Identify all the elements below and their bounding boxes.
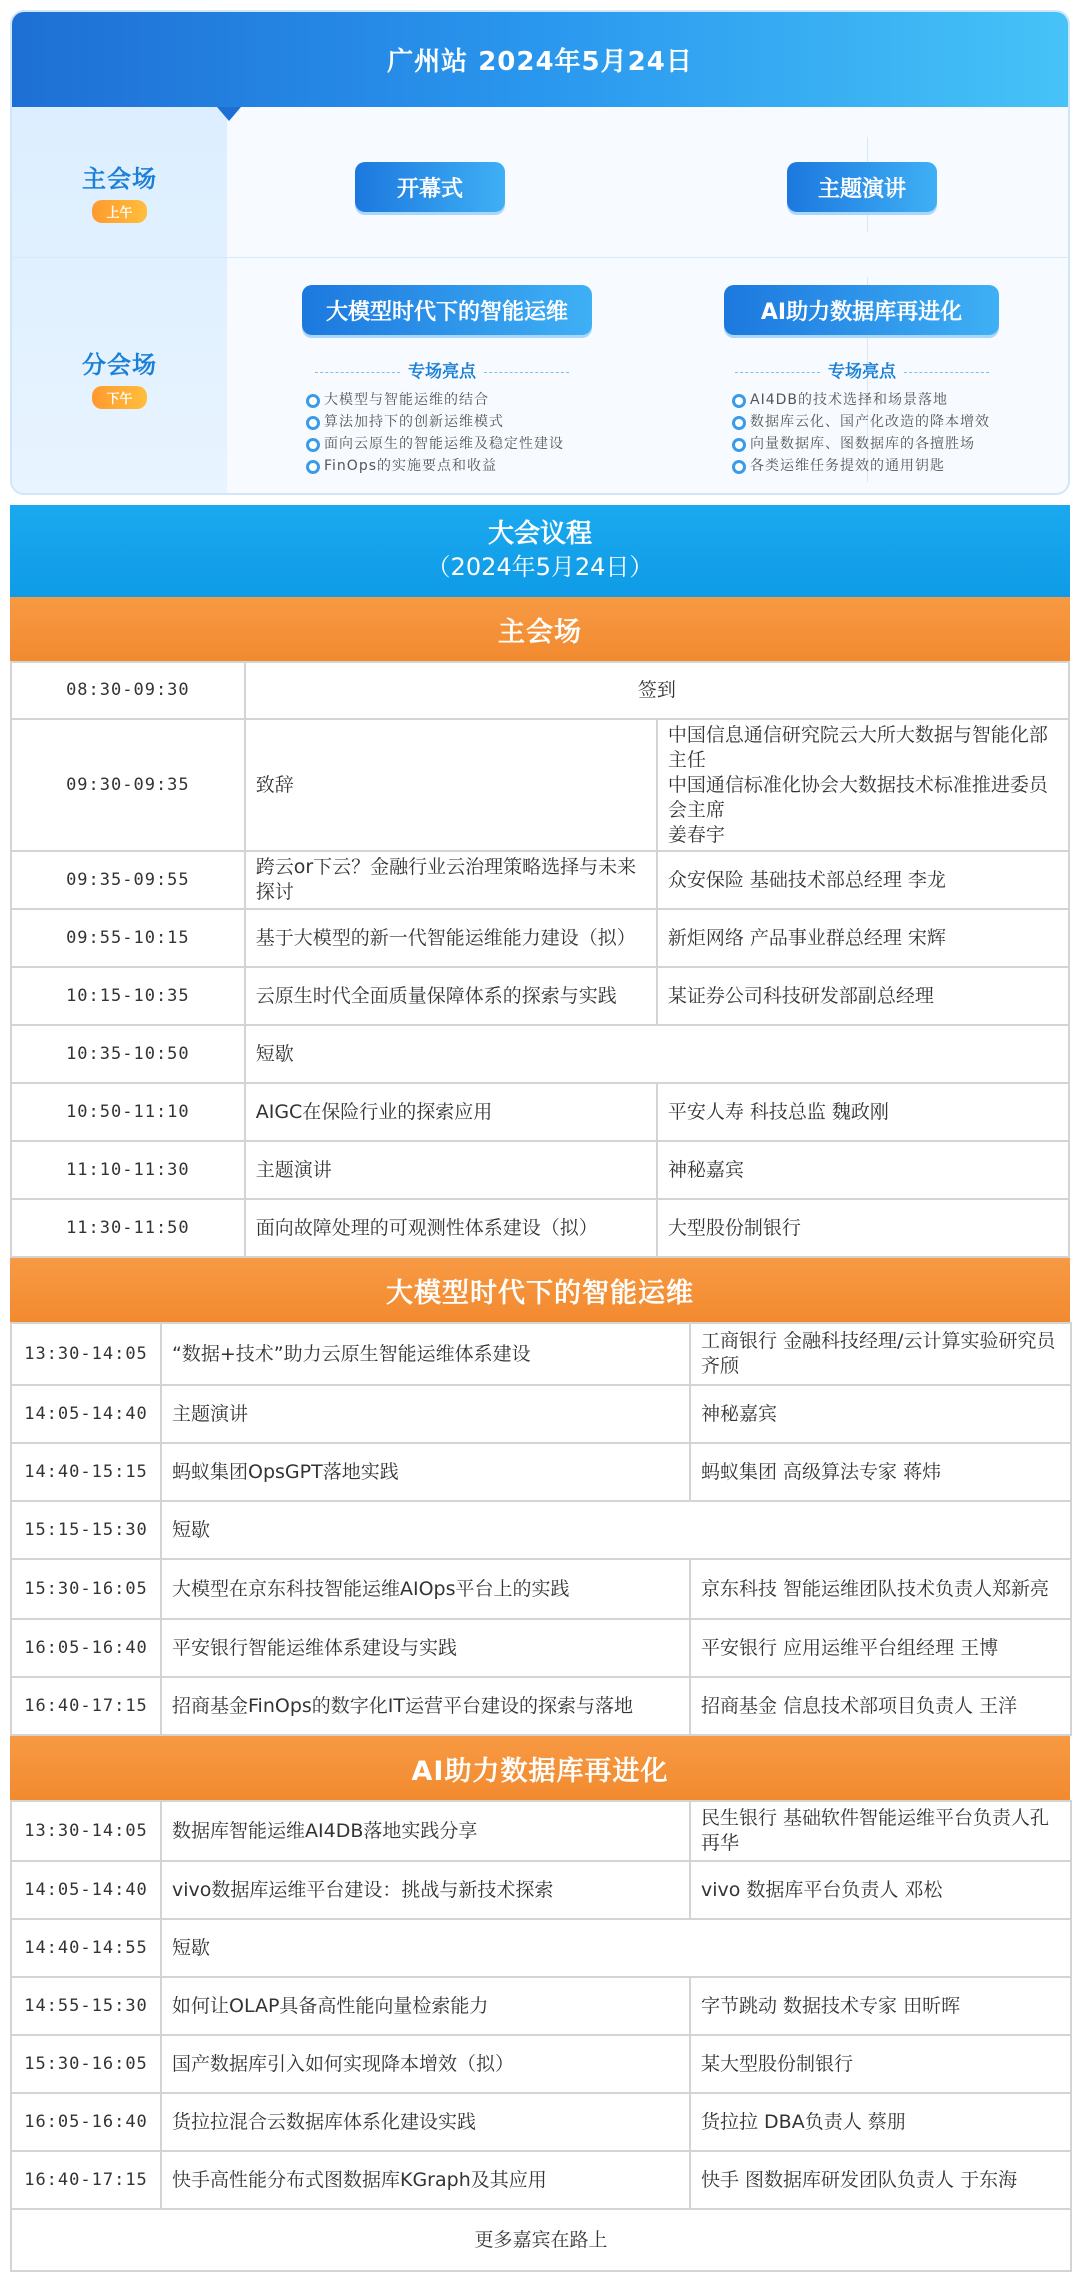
session-speaker: 字节跳动 数据技术专家 田昕晖 — [690, 1977, 1071, 2035]
session-speaker: 工商银行 金融科技经理/云计算实验研究员 齐颀 — [690, 1323, 1071, 1385]
session-topic: 数据库智能运维AI4DB落地实践分享 — [161, 1801, 690, 1861]
agenda-title: 大会议程 — [487, 519, 592, 549]
session-speaker: 神秘嘉宾 — [690, 1385, 1071, 1443]
session-time: 10:50-11:10 — [11, 1083, 245, 1141]
session-topic: 货拉拉混合云数据库体系化建设实践 — [161, 2093, 690, 2151]
session-speaker: 神秘嘉宾 — [657, 1141, 1069, 1199]
table-row — [11, 1619, 1071, 1677]
table-row — [11, 1385, 1071, 1443]
main-venue-name: 主会场 — [82, 165, 157, 193]
agenda-table — [10, 661, 1070, 1258]
session-speaker: 快手 图数据库研发团队负责人 于东海 — [690, 2151, 1071, 2209]
speaker-line: 中国信息通信研究院云大所大数据与智能化部主任 — [667, 723, 1048, 771]
table-row — [11, 1559, 1071, 1619]
session-time: 14:55-15:30 — [11, 1977, 161, 2035]
highlight-item: 各类运维任务提效的通用钥匙 — [730, 455, 990, 477]
session-time: 16:05-16:40 — [11, 1619, 161, 1677]
session-time: 09:35-09:55 — [11, 851, 245, 909]
session-topic: 蚂蚁集团OpsGPT落地实践 — [161, 1443, 690, 1501]
table-row — [11, 1801, 1071, 1861]
table-row — [11, 1141, 1069, 1199]
agenda-table — [10, 1322, 1072, 1736]
session-speaker: 众安保险 基础技术部总经理 李龙 — [657, 851, 1069, 909]
session-time: 14:05-14:40 — [11, 1385, 161, 1443]
sub-venue-label — [12, 345, 227, 409]
session-topic: 招商基金FinOps的数字化IT运营平台建设的探索与落地 — [161, 1677, 690, 1735]
session-topic: AIGC在保险行业的探索应用 — [245, 1083, 657, 1141]
session-time: 15:15-15:30 — [11, 1501, 161, 1559]
table-row — [11, 1677, 1071, 1735]
track-highlights-aiops — [304, 389, 564, 477]
table-row — [11, 1861, 1071, 1919]
table-row — [11, 1199, 1069, 1257]
pill-opening: 开幕式 — [355, 162, 505, 212]
footer-row — [11, 2209, 1071, 2271]
table-row — [11, 1323, 1071, 1385]
highlight-item: 向量数据库、图数据库的各擅胜场 — [730, 433, 990, 455]
table-row — [11, 1919, 1071, 1977]
session-time: 15:30-16:05 — [11, 1559, 161, 1619]
session-speaker — [657, 719, 1069, 851]
header-notch — [217, 107, 241, 121]
session-time: 16:40-17:15 — [11, 2151, 161, 2209]
pill-keynote: 主题演讲 — [787, 162, 937, 212]
track-title-aiops: 大模型时代下的智能运维 — [302, 285, 592, 335]
table-row — [11, 1083, 1069, 1141]
overview-body — [12, 107, 1068, 495]
session-time: 09:30-09:35 — [11, 719, 245, 851]
table-row — [11, 909, 1069, 967]
session-speaker: 民生银行 基础软件智能运维平台负责人孔再华 — [690, 1801, 1071, 1861]
session-topic: 短歇 — [161, 1919, 1071, 1977]
session-topic: 大模型在京东科技智能运维AIOps平台上的实践 — [161, 1559, 690, 1619]
session-topic: 快手高性能分布式图数据库KGraph及其应用 — [161, 2151, 690, 2209]
overview-header: 广州站 2024年5月24日 — [12, 12, 1068, 107]
session-time: 14:40-14:55 — [11, 1919, 161, 1977]
agenda — [10, 505, 1070, 2272]
session-topic: 跨云or下云？金融行业云治理策略选择与未来探讨 — [245, 851, 657, 909]
session-topic: 如何让OLAP具备高性能向量检索能力 — [161, 1977, 690, 2035]
table-row — [11, 719, 1069, 851]
section-header: 主会场 — [10, 597, 1070, 661]
session-speaker: 平安人寿 科技总监 魏政刚 — [657, 1083, 1069, 1141]
speaker-line: 姜春宇 — [667, 823, 725, 846]
highlight-item: FinOps的实施要点和收益 — [304, 455, 564, 477]
session-speaker: vivo 数据库平台负责人 邓松 — [690, 1861, 1071, 1919]
agenda-date: （2024年5月24日） — [426, 553, 654, 581]
table-row — [11, 2093, 1071, 2151]
section-header: 大模型时代下的智能运维 — [10, 1258, 1070, 1322]
sub-venue-tag: 下午 — [92, 386, 146, 409]
section-header: AI助力数据库再进化 — [10, 1736, 1070, 1800]
table-row — [11, 2151, 1071, 2209]
table-row — [11, 851, 1069, 909]
highlight-item: 大模型与智能运维的结合 — [304, 389, 564, 411]
session-topic: 平安银行智能运维体系建设与实践 — [161, 1619, 690, 1677]
session-speaker: 大型股份制银行 — [657, 1199, 1069, 1257]
table-row — [11, 967, 1069, 1025]
session-topic: 国产数据库引入如何实现降本增效（拟） — [161, 2035, 690, 2093]
main-venue-label — [12, 159, 227, 223]
session-topic: 基于大模型的新一代智能运维能力建设（拟） — [245, 909, 657, 967]
session-time: 11:10-11:30 — [11, 1141, 245, 1199]
highlight-item: 面向云原生的智能运维及稳定性建设 — [304, 433, 564, 455]
session-topic: 主题演讲 — [245, 1141, 657, 1199]
sub-venue-name: 分会场 — [82, 351, 157, 379]
track-highlight-label: 专场亮点 — [712, 357, 1012, 382]
session-speaker: 京东科技 智能运维团队技术负责人郑新亮 — [690, 1559, 1071, 1619]
table-row — [11, 1501, 1071, 1559]
session-time: 09:55-10:15 — [11, 909, 245, 967]
agenda-table — [10, 1800, 1072, 2272]
session-time: 16:05-16:40 — [11, 2093, 161, 2151]
highlight-item: 数据库云化、国产化改造的降本增效 — [730, 411, 990, 433]
speaker-line: 中国通信标准化协会大数据技术标准推进委员会主席 — [667, 773, 1048, 821]
session-time: 15:30-16:05 — [11, 2035, 161, 2093]
session-topic: vivo数据库运维平台建设：挑战与新技术探索 — [161, 1861, 690, 1919]
session-topic: 短歇 — [245, 1025, 1069, 1083]
session-topic: 短歇 — [161, 1501, 1071, 1559]
session-speaker: 货拉拉 DBA负责人 蔡朋 — [690, 2093, 1071, 2151]
track-highlights-ai4db — [730, 389, 990, 477]
more-guests-note: 更多嘉宾在路上 — [11, 2209, 1071, 2271]
table-row — [11, 2035, 1071, 2093]
session-time: 16:40-17:15 — [11, 1677, 161, 1735]
session-time: 13:30-14:05 — [11, 1323, 161, 1385]
session-topic: 面向故障处理的可观测性体系建设（拟） — [245, 1199, 657, 1257]
main-venue-tag: 上午 — [92, 200, 146, 223]
table-row — [11, 1977, 1071, 2035]
agenda-body — [10, 597, 1070, 2272]
session-speaker: 新炬网络 产品事业群总经理 宋辉 — [657, 909, 1069, 967]
session-speaker: 平安银行 应用运维平台组经理 王博 — [690, 1619, 1071, 1677]
table-row — [11, 1025, 1069, 1083]
divider — [12, 257, 1068, 258]
overview-card — [10, 10, 1070, 495]
track-highlight-label: 专场亮点 — [292, 357, 592, 382]
session-time: 14:05-14:40 — [11, 1861, 161, 1919]
session-topic: 云原生时代全面质量保障体系的探索与实践 — [245, 967, 657, 1025]
session-speaker: 某大型股份制银行 — [690, 2035, 1071, 2093]
table-row — [11, 1443, 1071, 1501]
session-topic: 签到 — [245, 662, 1069, 719]
session-topic: 主题演讲 — [161, 1385, 690, 1443]
track-title-ai4db: AI助力数据库再进化 — [724, 285, 999, 335]
session-time: 11:30-11:50 — [11, 1199, 245, 1257]
session-speaker: 招商基金 信息技术部项目负责人 王洋 — [690, 1677, 1071, 1735]
session-time: 13:30-14:05 — [11, 1801, 161, 1861]
session-topic: 致辞 — [245, 719, 657, 851]
highlight-item: 算法加持下的创新运维模式 — [304, 411, 564, 433]
highlight-item: AI4DB的技术选择和场景落地 — [730, 389, 990, 411]
session-speaker: 某证券公司科技研发部副总经理 — [657, 967, 1069, 1025]
agenda-header — [10, 505, 1070, 597]
session-time: 10:35-10:50 — [11, 1025, 245, 1083]
session-time: 14:40-15:15 — [11, 1443, 161, 1501]
session-topic: “数据+技术”助力云原生智能运维体系建设 — [161, 1323, 690, 1385]
session-time: 10:15-10:35 — [11, 967, 245, 1025]
session-time: 08:30-09:30 — [11, 662, 245, 719]
table-row — [11, 662, 1069, 719]
session-speaker: 蚂蚁集团 高级算法专家 蒋炜 — [690, 1443, 1071, 1501]
